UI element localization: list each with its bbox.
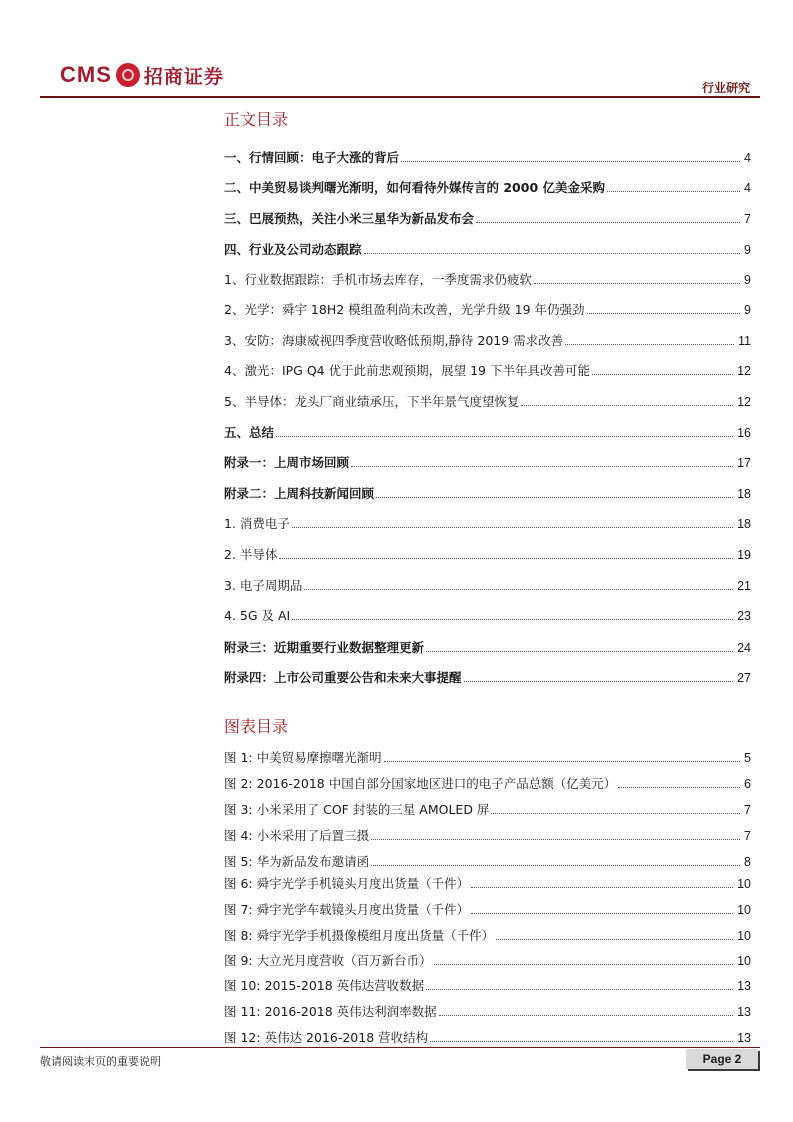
figure-entry[interactable] — [224, 1004, 751, 1020]
dot-leader — [434, 964, 733, 965]
toc-entry[interactable] — [224, 608, 751, 624]
toc-entry-title: 1、行业数据跟踪：手机市场去库存，一季度需求仍疲软 — [224, 272, 532, 287]
figure-entry[interactable] — [224, 802, 751, 818]
figure-entry-page: 5 — [744, 751, 751, 765]
toc-entry[interactable] — [224, 333, 751, 349]
toc-entry-page: 11 — [738, 334, 751, 348]
figure-entry-page: 8 — [744, 855, 751, 869]
toc-entry-page: 12 — [737, 364, 751, 378]
logo-cms-text: CMS — [60, 62, 112, 87]
dot-leader — [534, 283, 740, 284]
figure-entry-title: 图 7: 舜宇光学车载镜头月度出货量（千件） — [224, 902, 470, 917]
toc-entry-title: 2. 半导体 — [224, 547, 278, 562]
dot-leader — [426, 651, 733, 652]
footer-disclaimer-note: 敬请阅读末页的重要说明 — [40, 1055, 161, 1068]
figure-entry-page: 13 — [737, 1031, 751, 1045]
dot-leader — [376, 497, 733, 498]
figure-entry-page: 10 — [737, 954, 751, 968]
toc-entry-title: 3、安防：海康威视四季度营收略低预期,静待 2019 需求改善 — [224, 333, 564, 348]
footer-divider — [40, 1047, 760, 1048]
logo-seal-icon — [116, 63, 140, 87]
dot-leader — [430, 1041, 733, 1042]
figure-entry-title: 图 6: 舜宇光学手机镜头月度出货量（千件） — [224, 876, 470, 891]
toc-entry-page: 21 — [737, 579, 751, 593]
toc-entry-page: 9 — [744, 273, 751, 287]
dot-leader — [587, 313, 741, 314]
toc-title: 正文目录 — [224, 110, 289, 129]
toc-entry-title: 1. 消费电子 — [224, 516, 290, 531]
toc-entry-title: 三、巴展预热，关注小米三星华为新品发布会 — [224, 211, 475, 226]
figure-entry[interactable] — [224, 953, 751, 969]
toc-entry[interactable] — [224, 394, 751, 410]
figure-entry-page: 7 — [744, 803, 751, 817]
dot-leader — [292, 527, 733, 528]
figure-entry[interactable] — [224, 978, 751, 994]
figure-entry[interactable] — [224, 828, 751, 844]
toc-entry-title: 4. 5G 及 AI — [224, 608, 291, 623]
logo-chinese-text: 招商证券 — [143, 65, 224, 88]
toc-entry-title: 五、总结 — [224, 425, 275, 440]
dot-leader — [439, 1015, 733, 1016]
toc-entry[interactable] — [224, 425, 751, 441]
figure-entry-page: 10 — [737, 929, 751, 943]
figure-entry[interactable] — [224, 776, 751, 792]
figure-entry-page: 6 — [744, 777, 751, 791]
toc-entry-page: 9 — [744, 303, 751, 317]
figure-entry-page: 10 — [737, 877, 751, 891]
toc-entry-page: 9 — [744, 243, 751, 257]
toc-entry[interactable] — [224, 486, 751, 502]
toc-entry[interactable] — [224, 180, 751, 196]
toc-entry-title: 附录三：近期重要行业数据整理更新 — [224, 640, 425, 655]
figure-entry-title: 图 9: 大立光月度营收（百万新台币） — [224, 953, 432, 968]
figure-entry-title: 图 11: 2016-2018 英伟达利润率数据 — [224, 1004, 437, 1019]
dot-leader — [565, 344, 734, 345]
dot-leader — [476, 222, 740, 223]
figure-entry[interactable] — [224, 876, 751, 892]
toc-entry-page: 18 — [737, 517, 751, 531]
dot-leader — [618, 787, 740, 788]
toc-entry[interactable] — [224, 242, 751, 258]
dot-leader — [592, 374, 733, 375]
toc-entry-page: 4 — [744, 151, 751, 165]
figure-entry[interactable] — [224, 1030, 751, 1046]
dot-leader — [471, 913, 733, 914]
figure-entry-title: 图 5: 华为新品发布邀请函 — [224, 854, 370, 869]
toc-entry[interactable] — [224, 640, 751, 656]
toc-entry-title: 4、激光：IPG Q4 优于此前悲观预期，展望 19 下半年具改善可能 — [224, 363, 590, 378]
dot-leader — [471, 887, 733, 888]
toc-entry[interactable] — [224, 211, 751, 227]
toc-entry-page: 7 — [744, 212, 751, 226]
toc-entry-title: 2、光学：舜宇 18H2 模组盈利尚未改善，光学升级 19 年仍强劲 — [224, 302, 585, 317]
dot-leader — [464, 681, 734, 682]
toc-entry[interactable] — [224, 670, 751, 686]
dot-leader — [401, 161, 740, 162]
header-divider — [40, 96, 760, 98]
dot-leader — [496, 939, 733, 940]
dot-leader — [371, 865, 740, 866]
toc-entry-page: 4 — [744, 181, 751, 195]
company-logo — [60, 60, 224, 90]
figures-title: 图表目录 — [224, 717, 289, 736]
toc-entry-title: 一、行情回顾：电子大涨的背后 — [224, 150, 400, 165]
figure-entry[interactable] — [224, 854, 751, 870]
figure-entry[interactable] — [224, 928, 751, 944]
figure-entry-title: 图 2: 2016-2018 中国自部分国家地区进口的电子产品总额（亿美元） — [224, 776, 617, 791]
figure-entry-title: 图 10: 2015-2018 英伟达营收数据 — [224, 978, 425, 993]
toc-entry-title: 四、行业及公司动态跟踪 — [224, 242, 362, 257]
toc-entry[interactable] — [224, 302, 751, 318]
toc-entry[interactable] — [224, 578, 751, 594]
toc-entry-title: 附录二：上周科技新闻回顾 — [224, 486, 375, 501]
toc-entry-page: 23 — [737, 609, 751, 623]
dot-leader — [276, 436, 733, 437]
toc-entry[interactable] — [224, 547, 751, 563]
toc-entry-page: 18 — [737, 487, 751, 501]
report-type-label: 行业研究 — [701, 81, 750, 95]
dot-leader — [364, 253, 741, 254]
toc-entry-page: 12 — [737, 395, 751, 409]
figure-entry-page: 7 — [744, 829, 751, 843]
toc-entry[interactable] — [224, 455, 751, 471]
toc-entry-page: 24 — [737, 641, 751, 655]
toc-entry[interactable] — [224, 516, 751, 532]
toc-entry-title: 3. 电子周期品 — [224, 578, 303, 593]
toc-entry[interactable] — [224, 150, 751, 166]
dot-leader — [607, 191, 740, 192]
figure-entry-title: 图 4: 小米采用了后置三摄 — [224, 828, 370, 843]
dot-leader — [521, 405, 733, 406]
dot-leader — [292, 619, 733, 620]
toc-entry[interactable] — [224, 272, 751, 288]
figure-entry-title: 图 8: 舜宇光学手机摄像模组月度出货量（千件） — [224, 928, 495, 943]
figure-entry[interactable] — [224, 902, 751, 918]
figure-entry-page: 13 — [737, 1005, 751, 1019]
figure-entry-title: 图 3: 小米采用了 COF 封装的三星 AMOLED 屏 — [224, 802, 490, 817]
figure-entry-title: 图 12: 英伟达 2016-2018 营收结构 — [224, 1030, 429, 1045]
toc-entry-title: 附录四：上市公司重要公告和未来大事提醒 — [224, 670, 462, 685]
dot-leader — [491, 813, 740, 814]
toc-entry-page: 19 — [737, 548, 751, 562]
dot-leader — [351, 466, 733, 467]
page-number-badge: Page 2 — [686, 1049, 758, 1069]
figure-entry[interactable] — [224, 750, 751, 766]
dot-leader — [304, 589, 733, 590]
toc-entry-page: 17 — [737, 456, 751, 470]
toc-entry-title: 5、半导体：龙头厂商业绩承压，下半年景气度望恢复 — [224, 394, 520, 409]
dot-leader — [426, 989, 733, 990]
toc-entry[interactable] — [224, 363, 751, 379]
dot-leader — [384, 761, 740, 762]
dot-leader — [279, 558, 733, 559]
toc-entry-page: 16 — [737, 426, 751, 440]
figure-entry-title: 图 1: 中美贸易摩擦曙光渐明 — [224, 750, 382, 765]
figure-entry-page: 10 — [737, 903, 751, 917]
figure-entry-page: 13 — [737, 979, 751, 993]
toc-entry-page: 27 — [737, 671, 751, 685]
dot-leader — [371, 839, 740, 840]
toc-entry-title: 附录一：上周市场回顾 — [224, 455, 350, 470]
toc-entry-title: 二、中美贸易谈判曙光渐明，如何看待外媒传言的 2000 亿美金采购 — [224, 180, 605, 195]
